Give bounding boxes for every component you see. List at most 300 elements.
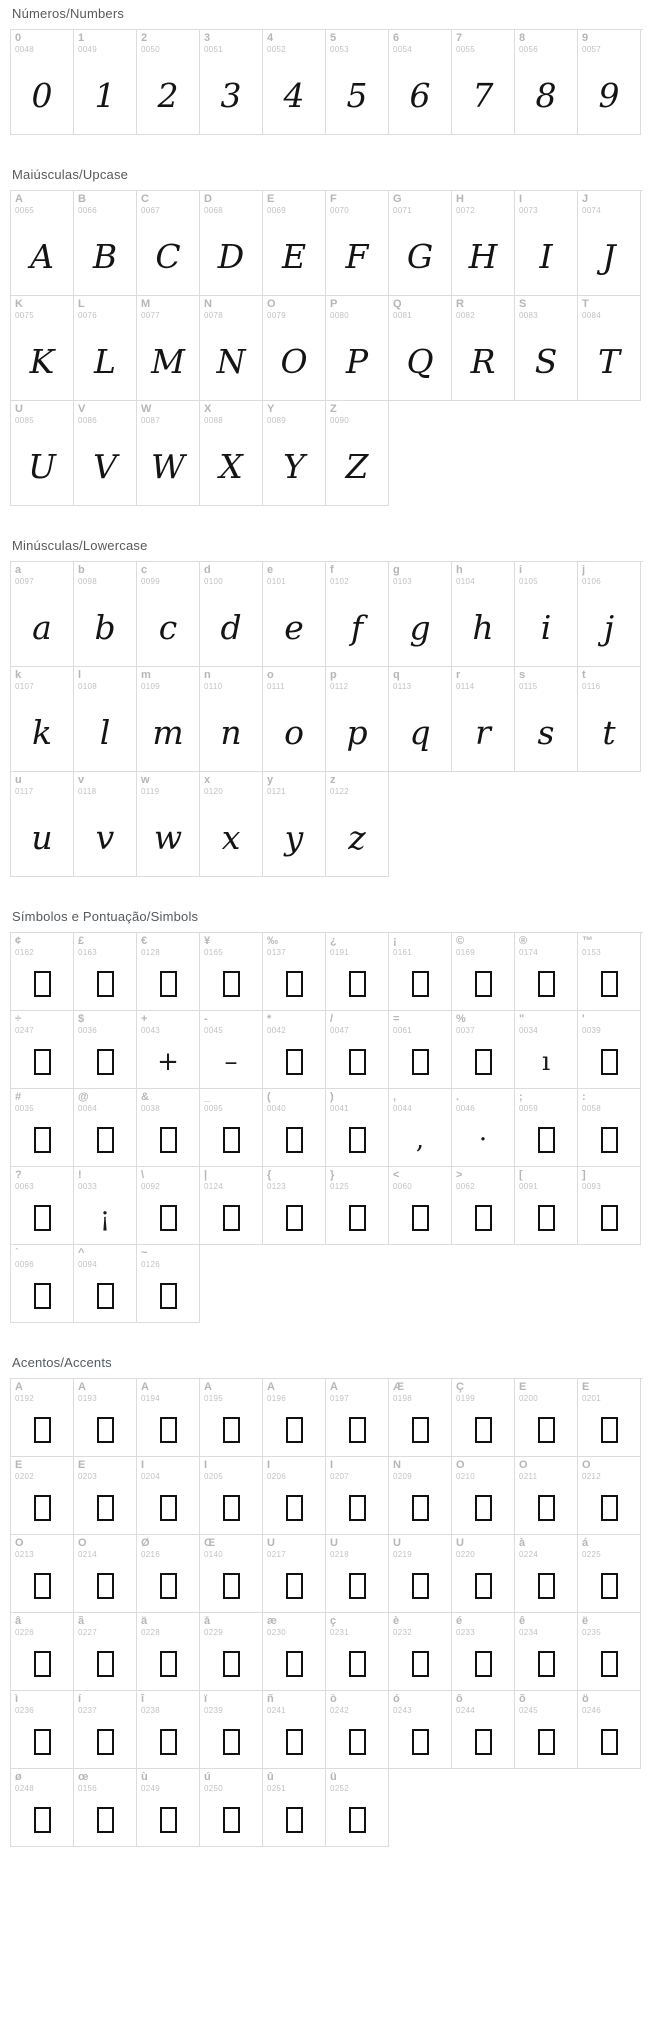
glyph-cell[interactable] (137, 772, 200, 877)
glyph-meta (200, 1457, 262, 1481)
glyph-cell[interactable] (74, 1379, 137, 1457)
glyph-cell[interactable] (578, 1167, 641, 1245)
glyph-cell[interactable] (578, 667, 641, 772)
glyph-char-label: ô (456, 1694, 463, 1705)
glyph-cell[interactable] (452, 667, 515, 772)
glyph-meta (263, 1011, 325, 1035)
glyph-preview: z (348, 817, 366, 857)
glyph-code-label: 0084 (582, 311, 601, 320)
glyph-cell[interactable] (452, 1379, 515, 1457)
glyph-cell[interactable] (326, 1457, 389, 1535)
glyph-code-label: 0226 (15, 1628, 34, 1637)
glyph-meta (452, 562, 514, 586)
glyph-cell[interactable] (74, 296, 137, 401)
glyph-char-label: | (204, 1170, 208, 1181)
glyph-code-label: 0081 (393, 311, 412, 320)
glyph-meta (326, 1089, 388, 1113)
glyph-cell[interactable] (137, 1011, 200, 1089)
glyph-cell[interactable] (74, 933, 137, 1011)
glyph-char-label: + (141, 1014, 148, 1025)
glyph-char-label: ‰ (267, 936, 278, 947)
missing-glyph-box-icon (263, 1403, 325, 1456)
glyph-cell[interactable] (74, 30, 137, 135)
glyph-char-label: Ï (330, 1460, 334, 1471)
glyph-char-label: H (456, 194, 464, 205)
glyph-cell[interactable] (137, 667, 200, 772)
glyph-cell[interactable] (137, 1535, 200, 1613)
glyph-cell[interactable] (137, 1613, 200, 1691)
glyph-cell[interactable] (578, 1089, 641, 1167)
glyph-cell[interactable] (200, 30, 263, 135)
glyph-meta (326, 401, 388, 425)
glyph-cell[interactable] (326, 30, 389, 135)
glyph-cell[interactable] (200, 562, 263, 667)
glyph-code-label: 0121 (267, 787, 286, 796)
glyph-cell[interactable] (263, 191, 326, 296)
sections-container (10, 0, 651, 1847)
glyph-cell[interactable] (11, 1691, 74, 1769)
glyph-cell[interactable] (515, 667, 578, 772)
glyph-char-label: n (204, 670, 211, 681)
glyph-cell[interactable] (389, 667, 452, 772)
glyph-cell[interactable] (263, 1769, 326, 1847)
glyph-code-label: 0206 (267, 1472, 286, 1481)
glyph-cell[interactable] (200, 1613, 263, 1691)
missing-glyph-box-icon (137, 957, 199, 1010)
glyph-char-label: Ü (456, 1538, 464, 1549)
glyph-code-label: 0068 (204, 206, 223, 215)
glyph-char-label: B (78, 194, 86, 205)
glyph-meta (326, 1379, 388, 1403)
glyph-meta (263, 1167, 325, 1191)
glyph-meta (137, 1613, 199, 1637)
glyph-cell[interactable] (452, 1613, 515, 1691)
glyph-preview: e (284, 607, 304, 647)
glyph-cell[interactable] (515, 933, 578, 1011)
glyph-cell[interactable] (326, 1379, 389, 1457)
glyph-cell[interactable] (263, 1089, 326, 1167)
glyph-cell[interactable] (515, 1535, 578, 1613)
glyph-meta (74, 1245, 136, 1269)
missing-glyph-box-icon (74, 1793, 136, 1846)
missing-glyph-box-icon (74, 1637, 136, 1690)
glyph-code-label: 0066 (78, 206, 97, 215)
glyph-cell[interactable] (200, 772, 263, 877)
glyph-char-label: / (330, 1014, 334, 1025)
glyph-meta (263, 296, 325, 320)
glyph-cell[interactable] (137, 191, 200, 296)
glyph-char-label: ä (141, 1616, 148, 1627)
glyph-cell[interactable] (11, 933, 74, 1011)
glyph-cell[interactable] (200, 1535, 263, 1613)
glyph-cell[interactable] (263, 296, 326, 401)
glyph-cell[interactable] (452, 933, 515, 1011)
glyph-cell[interactable] (389, 191, 452, 296)
glyph-cell[interactable] (74, 1089, 137, 1167)
glyph-cell[interactable] (137, 562, 200, 667)
glyph-cell[interactable] (578, 933, 641, 1011)
glyph-cell[interactable] (578, 191, 641, 296)
glyph-cell[interactable] (326, 562, 389, 667)
glyph-grid (10, 190, 643, 506)
glyph-cell[interactable] (74, 1167, 137, 1245)
glyph-code-label: 0091 (519, 1182, 538, 1191)
glyph-cell[interactable] (326, 772, 389, 877)
glyph-cell[interactable] (200, 191, 263, 296)
glyph-cell[interactable] (74, 562, 137, 667)
glyph-cell[interactable] (137, 1379, 200, 1457)
glyph-meta (74, 1379, 136, 1403)
section-lowercase (10, 532, 651, 877)
glyph-cell[interactable] (389, 296, 452, 401)
glyph-cell[interactable] (11, 191, 74, 296)
glyph-meta (200, 1089, 262, 1113)
glyph-cell[interactable] (578, 1011, 641, 1089)
glyph-cell[interactable] (11, 1167, 74, 1245)
glyph-cell[interactable] (74, 1691, 137, 1769)
glyph-cell[interactable] (11, 1245, 74, 1323)
glyph-char-label: r (456, 670, 461, 681)
glyph-cell[interactable] (452, 30, 515, 135)
glyph-code-label: 0218 (330, 1550, 349, 1559)
glyph-cell[interactable] (200, 1769, 263, 1847)
glyph-code-label: 0096 (15, 1260, 34, 1269)
glyph-meta (515, 1535, 577, 1559)
glyph-cell[interactable] (515, 1379, 578, 1457)
glyph-char-label: 2 (141, 33, 148, 44)
glyph-cell[interactable] (326, 1691, 389, 1769)
missing-glyph-box-icon (11, 1035, 73, 1088)
glyph-cell[interactable] (326, 1011, 389, 1089)
glyph-cell[interactable] (263, 562, 326, 667)
missing-glyph-box-icon (515, 1191, 577, 1244)
glyph-char-label: V (78, 404, 86, 415)
glyph-code-label: 0051 (204, 45, 223, 54)
glyph-char-label: [ (519, 1170, 523, 1181)
glyph-preview: Z (345, 446, 369, 486)
glyph-cell[interactable] (263, 772, 326, 877)
glyph-cell[interactable] (326, 1535, 389, 1613)
glyph-meta (74, 1011, 136, 1035)
glyph-cell[interactable] (389, 1613, 452, 1691)
glyph-cell[interactable] (74, 667, 137, 772)
glyph-meta (137, 1167, 199, 1191)
glyph-cell[interactable] (74, 1011, 137, 1089)
glyph-cell[interactable] (389, 30, 452, 135)
glyph-code-label: 0053 (330, 45, 349, 54)
glyph-cell[interactable] (74, 191, 137, 296)
glyph-cell[interactable] (137, 1089, 200, 1167)
glyph-code-label: 0124 (204, 1182, 223, 1191)
glyph-cell[interactable] (200, 1379, 263, 1457)
glyph-cell[interactable] (11, 1613, 74, 1691)
glyph-meta (200, 667, 262, 691)
glyph-preview: k (32, 712, 52, 752)
glyph-meta (74, 1457, 136, 1481)
glyph-code-label: 0244 (456, 1706, 475, 1715)
glyph-meta (578, 1691, 640, 1715)
glyph-cell[interactable] (11, 30, 74, 135)
glyph-cell[interactable] (389, 562, 452, 667)
glyph-cell[interactable] (263, 1379, 326, 1457)
missing-glyph-box-icon (11, 957, 73, 1010)
glyph-preview: R (470, 341, 496, 381)
glyph-cell[interactable] (11, 1457, 74, 1535)
glyph-code-label: 0061 (393, 1026, 412, 1035)
glyph-code-label: 0052 (267, 45, 286, 54)
glyph-meta (326, 667, 388, 691)
glyph-cell[interactable] (452, 1011, 515, 1089)
glyph-cell[interactable] (263, 1535, 326, 1613)
glyph-code-label: 0204 (141, 1472, 160, 1481)
glyph-meta (326, 1011, 388, 1035)
glyph-meta (137, 296, 199, 320)
glyph-meta (515, 1011, 577, 1035)
glyph-cell[interactable] (515, 191, 578, 296)
glyph-cell[interactable] (11, 1011, 74, 1089)
glyph-cell[interactable] (200, 1089, 263, 1167)
section-uppercase (10, 161, 651, 506)
glyph-char-label: @ (78, 1092, 89, 1103)
glyph-char-label: : (582, 1092, 586, 1103)
glyph-char-label: s (519, 670, 526, 681)
glyph-cell[interactable] (326, 1613, 389, 1691)
glyph-char-label: Ñ (393, 1460, 401, 1471)
glyph-cell[interactable] (137, 401, 200, 506)
glyph-char-label: ! (78, 1170, 82, 1181)
glyph-code-label: 0080 (330, 311, 349, 320)
glyph-char-label: v (78, 775, 85, 786)
glyph-code-label: 0153 (582, 948, 601, 957)
glyph-cell[interactable] (578, 1613, 641, 1691)
glyph-cell[interactable] (137, 1457, 200, 1535)
glyph-code-label: 0229 (204, 1628, 223, 1637)
glyph-meta (11, 401, 73, 425)
glyph-cell[interactable] (515, 1167, 578, 1245)
glyph-cell[interactable] (389, 1167, 452, 1245)
glyph-cell[interactable] (515, 562, 578, 667)
missing-glyph-box-icon (74, 1113, 136, 1166)
glyph-preview: L (94, 341, 116, 381)
glyph-cell[interactable] (452, 191, 515, 296)
glyph-code-label: 0116 (582, 682, 601, 691)
glyph-cell[interactable] (200, 667, 263, 772)
glyph-cell[interactable] (263, 1011, 326, 1089)
glyph-cell[interactable] (452, 296, 515, 401)
glyph-char-label: $ (78, 1014, 85, 1025)
glyph-meta (74, 1613, 136, 1637)
glyph-cell[interactable] (11, 772, 74, 877)
glyph-cell[interactable] (74, 1613, 137, 1691)
glyph-cell[interactable] (263, 401, 326, 506)
glyph-char-label: À (15, 1382, 23, 1393)
glyph-meta (452, 191, 514, 215)
glyph-cell[interactable] (11, 667, 74, 772)
glyph-code-label: 0197 (330, 1394, 349, 1403)
missing-glyph-box-icon (263, 1559, 325, 1612)
glyph-cell[interactable] (200, 1011, 263, 1089)
glyph-cell[interactable] (452, 1535, 515, 1613)
glyph-meta (11, 1011, 73, 1035)
missing-glyph-box-icon (326, 1481, 388, 1534)
glyph-cell[interactable] (137, 1167, 200, 1245)
glyph-cell[interactable] (515, 30, 578, 135)
glyph-char-label: e (267, 565, 274, 576)
glyph-char-label: d (204, 565, 211, 576)
glyph-cell[interactable] (11, 562, 74, 667)
glyph-cell[interactable] (326, 191, 389, 296)
glyph-code-label: 0058 (582, 1104, 601, 1113)
glyph-cell[interactable] (326, 1167, 389, 1245)
glyph-meta (263, 191, 325, 215)
glyph-cell[interactable] (452, 1691, 515, 1769)
missing-glyph-box-icon (326, 957, 388, 1010)
glyph-meta (263, 1613, 325, 1637)
glyph-cell[interactable] (515, 1011, 578, 1089)
glyph-meta (11, 772, 73, 796)
glyph-cell[interactable] (11, 1535, 74, 1613)
glyph-cell[interactable] (452, 1089, 515, 1167)
glyph-cell[interactable] (326, 667, 389, 772)
glyph-cell[interactable] (137, 933, 200, 1011)
glyph-cell[interactable] (74, 1457, 137, 1535)
glyph-cell[interactable] (515, 1457, 578, 1535)
glyph-char-label: ™ (582, 936, 593, 947)
glyph-cell[interactable] (200, 296, 263, 401)
glyph-cell[interactable] (137, 1769, 200, 1847)
glyph-cell[interactable] (515, 296, 578, 401)
glyph-cell[interactable] (137, 1691, 200, 1769)
glyph-cell[interactable] (515, 1691, 578, 1769)
glyph-cell[interactable] (74, 1769, 137, 1847)
glyph-cell[interactable] (137, 30, 200, 135)
glyph-cell[interactable] (200, 401, 263, 506)
glyph-char-label: > (456, 1170, 463, 1181)
glyph-cell[interactable] (578, 1457, 641, 1535)
glyph-char-label: - (204, 1014, 208, 1025)
glyph-cell[interactable] (263, 1613, 326, 1691)
glyph-char-label: J (582, 194, 589, 205)
glyph-char-label: Á (78, 1382, 86, 1393)
glyph-cell[interactable] (263, 667, 326, 772)
glyph-cell[interactable] (515, 1089, 578, 1167)
glyph-code-label: 0205 (204, 1472, 223, 1481)
glyph-cell[interactable] (137, 296, 200, 401)
section-title: Minúsculas/Lowercase (12, 538, 148, 553)
glyph-char-label: Ì (141, 1460, 145, 1471)
missing-glyph-box-icon (137, 1637, 199, 1690)
glyph-cell[interactable] (389, 1011, 452, 1089)
glyph-cell[interactable] (389, 1379, 452, 1457)
glyph-cell[interactable] (263, 1167, 326, 1245)
glyph-cell[interactable] (452, 1457, 515, 1535)
glyph-cell[interactable] (74, 1535, 137, 1613)
glyph-cell[interactable] (578, 562, 641, 667)
glyph-meta (578, 667, 640, 691)
glyph-cell[interactable] (389, 1089, 452, 1167)
glyph-cell[interactable] (11, 1089, 74, 1167)
glyph-code-label: 0057 (582, 45, 601, 54)
glyph-char-label: z (330, 775, 336, 786)
missing-glyph-box-icon (452, 1715, 514, 1768)
missing-glyph-box-icon (578, 1403, 640, 1456)
glyph-preview: V (93, 446, 117, 486)
glyph-cell[interactable] (263, 933, 326, 1011)
missing-glyph-box-icon (74, 1403, 136, 1456)
glyph-char-label: Ã (204, 1382, 212, 1393)
glyph-char-label: î (141, 1694, 145, 1705)
glyph-cell[interactable] (263, 30, 326, 135)
glyph-meta (515, 1457, 577, 1481)
glyph-meta (326, 933, 388, 957)
glyph-cell[interactable] (515, 1613, 578, 1691)
glyph-cell[interactable] (326, 296, 389, 401)
glyph-preview: S (534, 341, 558, 381)
glyph-cell[interactable] (326, 401, 389, 506)
glyph-cell[interactable] (578, 30, 641, 135)
glyph-cell[interactable] (452, 562, 515, 667)
glyph-cell[interactable] (11, 296, 74, 401)
glyph-cell[interactable] (578, 1535, 641, 1613)
glyph-cell[interactable] (74, 772, 137, 877)
glyph-code-label: 0056 (519, 45, 538, 54)
glyph-cell[interactable] (74, 1245, 137, 1323)
glyph-cell[interactable] (326, 1769, 389, 1847)
glyph-cell[interactable] (200, 1167, 263, 1245)
glyph-code-label: 0111 (267, 682, 285, 691)
glyph-cell[interactable] (452, 1167, 515, 1245)
glyph-char-label: g (393, 565, 400, 576)
glyph-meta (389, 933, 451, 957)
glyph-cell[interactable] (389, 933, 452, 1011)
glyph-cell[interactable] (263, 1691, 326, 1769)
glyph-preview: N (216, 341, 246, 381)
glyph-cell[interactable] (578, 296, 641, 401)
glyph-cell[interactable] (200, 1457, 263, 1535)
glyph-meta (578, 1089, 640, 1113)
glyph-preview: m (152, 712, 184, 752)
glyph-cell[interactable] (200, 1691, 263, 1769)
glyph-cell[interactable] (389, 1691, 452, 1769)
glyph-cell[interactable] (74, 401, 137, 506)
glyph-cell[interactable] (326, 933, 389, 1011)
glyph-cell[interactable] (389, 1535, 452, 1613)
glyph-meta (263, 401, 325, 425)
glyph-cell[interactable] (263, 1457, 326, 1535)
glyph-char-label: ~ (141, 1248, 148, 1259)
glyph-meta (74, 296, 136, 320)
glyph-char-label: = (393, 1014, 400, 1025)
glyph-cell[interactable] (578, 1379, 641, 1457)
glyph-cell[interactable] (326, 1089, 389, 1167)
glyph-cell[interactable] (200, 933, 263, 1011)
missing-glyph-box-icon (11, 1793, 73, 1846)
glyph-cell[interactable] (137, 1245, 200, 1323)
glyph-cell[interactable] (389, 1457, 452, 1535)
missing-glyph-box-icon (515, 1715, 577, 1768)
glyph-char-label: È (519, 1382, 527, 1393)
glyph-cell[interactable] (11, 401, 74, 506)
missing-glyph-box-icon (515, 957, 577, 1010)
glyph-cell[interactable] (11, 1769, 74, 1847)
glyph-code-label: 0065 (15, 206, 34, 215)
glyph-code-label: 0085 (15, 416, 34, 425)
glyph-char-label: Ø (141, 1538, 150, 1549)
glyph-cell[interactable] (11, 1379, 74, 1457)
glyph-meta (389, 1613, 451, 1637)
glyph-char-label: I (519, 194, 523, 205)
glyph-cell[interactable] (578, 1691, 641, 1769)
